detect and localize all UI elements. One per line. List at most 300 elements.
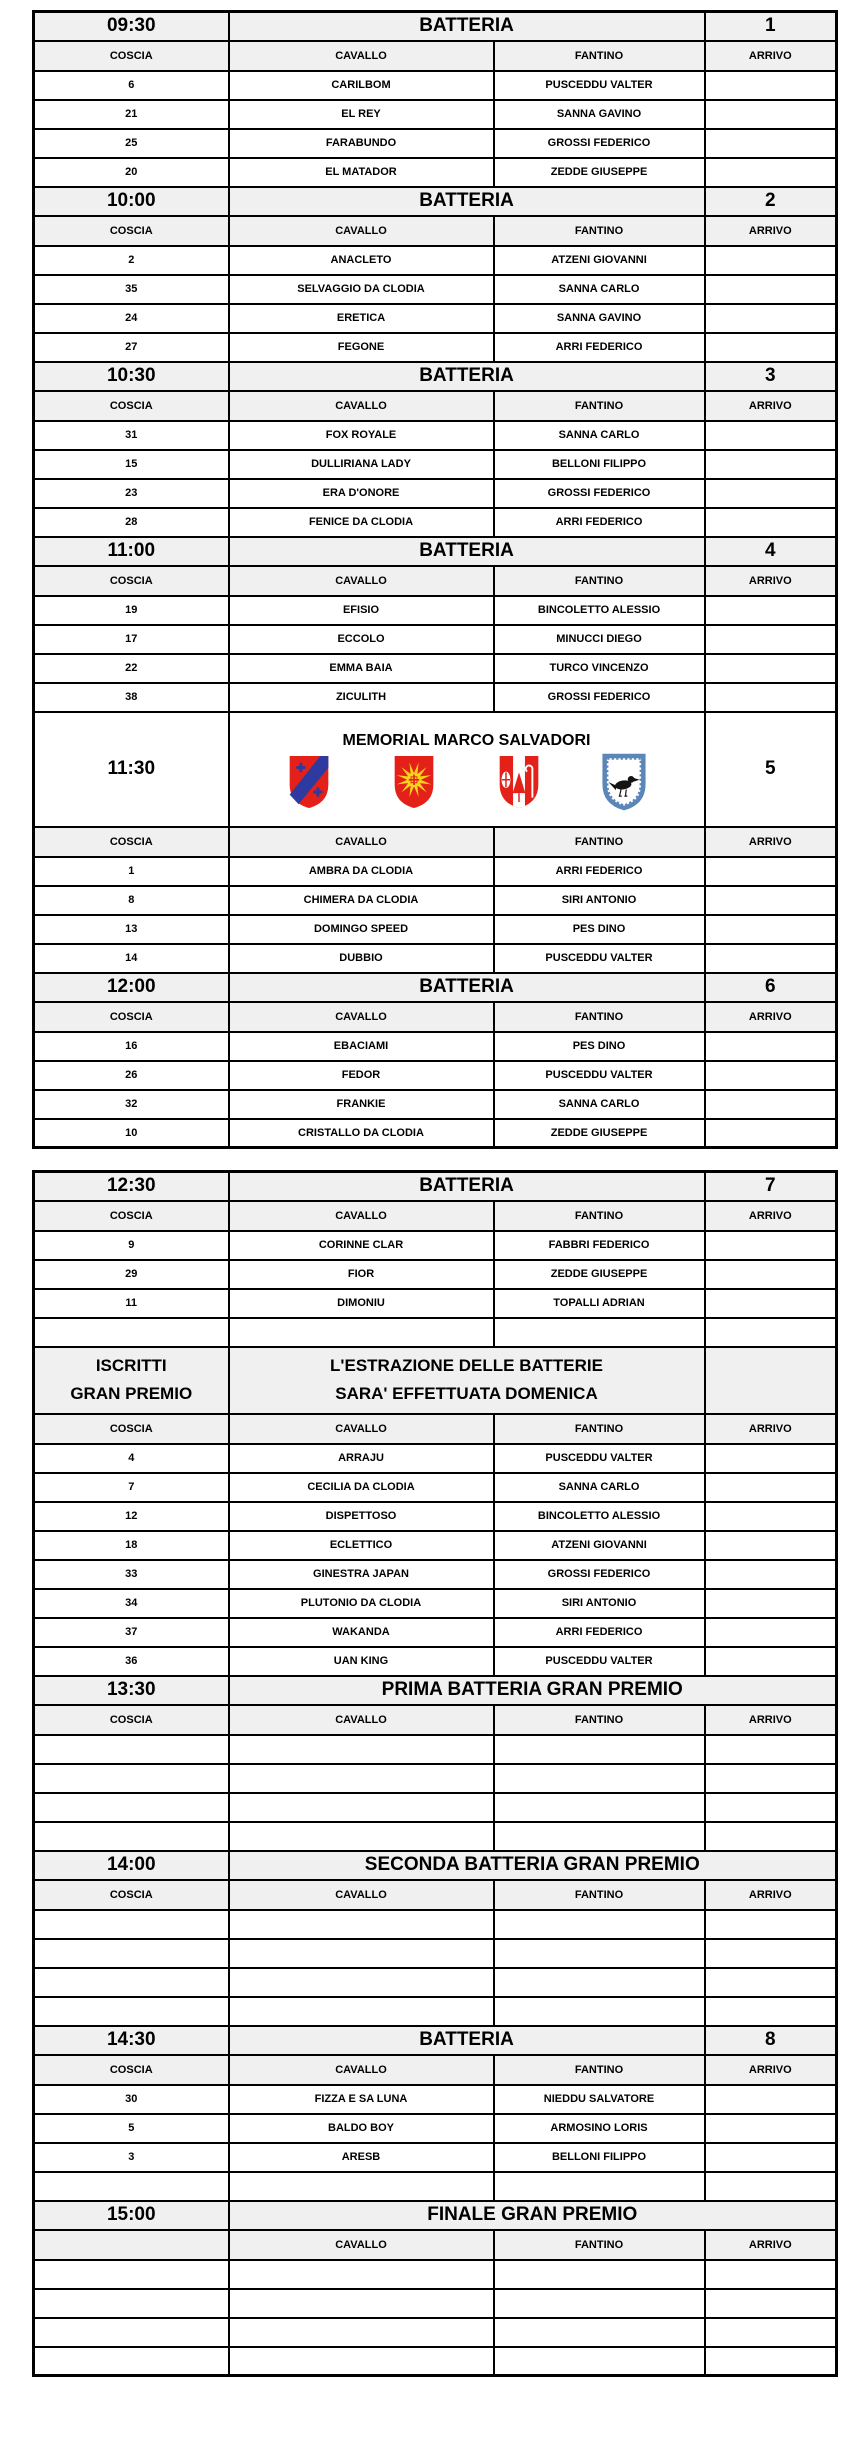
cell-cavallo: ANACLETO bbox=[229, 246, 494, 275]
cell-fantino: BINCOLETTO ALESSIO bbox=[494, 596, 705, 625]
entry-row bbox=[34, 1735, 837, 1764]
cell-fantino bbox=[494, 1910, 705, 1939]
section-time: 15:00 bbox=[34, 2201, 229, 2230]
entry-row bbox=[34, 1473, 837, 1502]
cell-fantino: GROSSI FEDERICO bbox=[494, 683, 705, 712]
entry-row bbox=[34, 1119, 837, 1148]
cell-arrivo bbox=[705, 2172, 837, 2201]
cell-cavallo bbox=[229, 2289, 494, 2318]
cell-arrivo bbox=[705, 1793, 837, 1822]
section-time: 13:30 bbox=[34, 1676, 229, 1705]
announcement-line: SARA' EFFETTUATA DOMENICA bbox=[335, 1384, 598, 1403]
cell-coscia bbox=[34, 2260, 229, 2289]
memorial-title: MEMORIAL MARCO SALVADORI bbox=[342, 732, 591, 749]
race-number: 1 bbox=[705, 12, 837, 41]
schedule-table-2 bbox=[32, 1170, 838, 2377]
cell-cavallo: SELVAGGIO DA CLODIA bbox=[229, 275, 494, 304]
entry-row bbox=[34, 1032, 837, 1061]
cell-arrivo bbox=[705, 333, 837, 362]
header-cell-arrivo: ARRIVO bbox=[705, 827, 837, 857]
cell-cavallo: DISPETTOSO bbox=[229, 1502, 494, 1531]
header-cell-arrivo: ARRIVO bbox=[705, 2230, 837, 2260]
entry-row bbox=[34, 1289, 837, 1318]
cell-arrivo bbox=[705, 625, 837, 654]
cell-coscia bbox=[34, 2172, 229, 2201]
cell-coscia: 5 bbox=[34, 2114, 229, 2143]
cell-coscia: 23 bbox=[34, 479, 229, 508]
cell-fantino: ARRI FEDERICO bbox=[494, 508, 705, 537]
cell-arrivo bbox=[705, 944, 837, 973]
cell-coscia: 30 bbox=[34, 2085, 229, 2114]
cell-fantino: SANNA GAVINO bbox=[494, 100, 705, 129]
cell-cavallo: WAKANDA bbox=[229, 1618, 494, 1647]
cell-arrivo bbox=[705, 886, 837, 915]
section-time: 11:30 bbox=[34, 712, 229, 827]
cell-fantino: NIEDDU SALVATORE bbox=[494, 2085, 705, 2114]
cell-arrivo bbox=[705, 683, 837, 712]
cell-cavallo: CARILBOM bbox=[229, 71, 494, 100]
header-cell-fantino: FANTINO bbox=[494, 2230, 705, 2260]
cell-coscia bbox=[34, 2289, 229, 2318]
cell-coscia bbox=[34, 1793, 229, 1822]
cell-coscia: 12 bbox=[34, 1502, 229, 1531]
cell-fantino: GROSSI FEDERICO bbox=[494, 1560, 705, 1589]
header-cell-arrivo: ARRIVO bbox=[705, 1414, 837, 1444]
cell-arrivo bbox=[705, 1231, 837, 1260]
entry-row bbox=[34, 1090, 837, 1119]
cell-arrivo bbox=[705, 1968, 837, 1997]
cell-arrivo bbox=[705, 275, 837, 304]
race-number: 6 bbox=[705, 973, 837, 1002]
cell-fantino: BELLONI FILIPPO bbox=[494, 2143, 705, 2172]
entry-row bbox=[34, 596, 837, 625]
cell-cavallo: BALDO BOY bbox=[229, 2114, 494, 2143]
entry-row bbox=[34, 1939, 837, 1968]
header-cell-cavallo: CAVALLO bbox=[229, 41, 494, 71]
header-cell-cavallo: CAVALLO bbox=[229, 1002, 494, 1032]
cell-fantino bbox=[494, 1968, 705, 1997]
cell-coscia: 8 bbox=[34, 886, 229, 915]
race-title: SECONDA BATTERIA GRAN PREMIO bbox=[229, 1851, 837, 1880]
cell-fantino: ATZENI GIOVANNI bbox=[494, 1531, 705, 1560]
cell-arrivo bbox=[705, 596, 837, 625]
header-cell-arrivo: ARRIVO bbox=[705, 566, 837, 596]
cell-fantino bbox=[494, 1997, 705, 2026]
header-cell-arrivo: ARRIVO bbox=[705, 1880, 837, 1910]
announcement bbox=[229, 1347, 705, 1414]
cell-coscia: 37 bbox=[34, 1618, 229, 1647]
race-title: BATTERIA bbox=[229, 1172, 705, 1201]
cell-coscia: 35 bbox=[34, 275, 229, 304]
entry-row bbox=[34, 654, 837, 683]
cell-arrivo bbox=[705, 158, 837, 187]
cell-fantino: SANNA CARLO bbox=[494, 421, 705, 450]
schedule-table bbox=[32, 10, 838, 1149]
header-cell-cavallo: CAVALLO bbox=[229, 2230, 494, 2260]
header-cell-arrivo: ARRIVO bbox=[705, 41, 837, 71]
cell-coscia: 34 bbox=[34, 1589, 229, 1618]
cell-fantino: SIRI ANTONIO bbox=[494, 1589, 705, 1618]
cell-fantino: ZEDDE GIUSEPPE bbox=[494, 1119, 705, 1148]
cell-cavallo bbox=[229, 1793, 494, 1822]
cell-fantino: ZEDDE GIUSEPPE bbox=[494, 1260, 705, 1289]
cell-cavallo: CORINNE CLAR bbox=[229, 1231, 494, 1260]
cell-cavallo: EMMA BAIA bbox=[229, 654, 494, 683]
header-cell-arrivo: ARRIVO bbox=[705, 1002, 837, 1032]
cell-fantino: PUSCEDDU VALTER bbox=[494, 944, 705, 973]
entry-row bbox=[34, 1822, 837, 1851]
cell-arrivo bbox=[705, 450, 837, 479]
iscritti-line: ISCRITTI bbox=[95, 1356, 167, 1375]
cell-arrivo bbox=[705, 1618, 837, 1647]
cell-fantino bbox=[494, 1764, 705, 1793]
race-number: 4 bbox=[705, 537, 837, 566]
race-number: 5 bbox=[705, 712, 837, 827]
header-cell-coscia: COSCIA bbox=[34, 1880, 229, 1910]
cell-cavallo: EBACIAMI bbox=[229, 1032, 494, 1061]
cell-cavallo bbox=[229, 2172, 494, 2201]
header-cell-arrivo: ARRIVO bbox=[705, 1201, 837, 1231]
cell-arrivo bbox=[705, 915, 837, 944]
cell-fantino: TOPALLI ADRIAN bbox=[494, 1289, 705, 1318]
cell-fantino: SANNA CARLO bbox=[494, 275, 705, 304]
cell-fantino: BELLONI FILIPPO bbox=[494, 450, 705, 479]
cell-arrivo bbox=[705, 1822, 837, 1851]
iscritti-empty-cell bbox=[705, 1347, 837, 1414]
cell-arrivo bbox=[705, 1531, 837, 1560]
cell-fantino: ARRI FEDERICO bbox=[494, 857, 705, 886]
cell-coscia: 36 bbox=[34, 1647, 229, 1676]
cell-fantino: PUSCEDDU VALTER bbox=[494, 71, 705, 100]
entry-row bbox=[34, 450, 837, 479]
cell-fantino: PES DINO bbox=[494, 915, 705, 944]
cell-cavallo bbox=[229, 1318, 494, 1347]
cell-cavallo: ECLETTICO bbox=[229, 1531, 494, 1560]
cell-fantino: ARRI FEDERICO bbox=[494, 1618, 705, 1647]
cell-arrivo bbox=[705, 421, 837, 450]
cell-arrivo bbox=[705, 304, 837, 333]
header-cell-fantino: FANTINO bbox=[494, 2055, 705, 2085]
header-cell-coscia: COSCIA bbox=[34, 1002, 229, 1032]
cell-fantino: SANNA CARLO bbox=[494, 1090, 705, 1119]
cell-cavallo: GINESTRA JAPAN bbox=[229, 1560, 494, 1589]
header-cell-fantino: FANTINO bbox=[494, 1705, 705, 1735]
header-cell-coscia: COSCIA bbox=[34, 566, 229, 596]
section-time: 12:30 bbox=[34, 1172, 229, 1201]
section-time: 14:00 bbox=[34, 1851, 229, 1880]
cell-arrivo bbox=[705, 2085, 837, 2114]
header-cell-cavallo: CAVALLO bbox=[229, 216, 494, 246]
cell-cavallo bbox=[229, 1735, 494, 1764]
cell-fantino bbox=[494, 1939, 705, 1968]
cell-cavallo: EL REY bbox=[229, 100, 494, 129]
cell-arrivo bbox=[705, 1289, 837, 1318]
cell-coscia: 19 bbox=[34, 596, 229, 625]
cell-fantino: SANNA GAVINO bbox=[494, 304, 705, 333]
header-cell-fantino: FANTINO bbox=[494, 391, 705, 421]
entry-row bbox=[34, 71, 837, 100]
entry-row bbox=[34, 857, 837, 886]
cell-coscia: 6 bbox=[34, 71, 229, 100]
cell-coscia: 32 bbox=[34, 1090, 229, 1119]
header-cell-arrivo: ARRIVO bbox=[705, 1705, 837, 1735]
entry-row bbox=[34, 479, 837, 508]
header-cell-coscia: COSCIA bbox=[34, 41, 229, 71]
cell-fantino: TURCO VINCENZO bbox=[494, 654, 705, 683]
cell-coscia: 3 bbox=[34, 2143, 229, 2172]
cell-cavallo: DULLIRIANA LADY bbox=[229, 450, 494, 479]
cell-cavallo: DIMONIU bbox=[229, 1289, 494, 1318]
cell-fantino: PUSCEDDU VALTER bbox=[494, 1444, 705, 1473]
entry-row bbox=[34, 1560, 837, 1589]
cell-coscia: 14 bbox=[34, 944, 229, 973]
cell-arrivo bbox=[705, 1318, 837, 1347]
cell-coscia: 31 bbox=[34, 421, 229, 450]
entry-row bbox=[34, 1444, 837, 1473]
cell-cavallo bbox=[229, 1939, 494, 1968]
cell-coscia: 26 bbox=[34, 1061, 229, 1090]
entry-row bbox=[34, 2318, 837, 2347]
cell-fantino: FABBRI FEDERICO bbox=[494, 1231, 705, 1260]
section-time: 10:30 bbox=[34, 362, 229, 391]
cell-cavallo: ECCOLO bbox=[229, 625, 494, 654]
race-title: PRIMA BATTERIA GRAN PREMIO bbox=[229, 1676, 837, 1705]
cell-arrivo bbox=[705, 1032, 837, 1061]
cell-cavallo: PLUTONIO DA CLODIA bbox=[229, 1589, 494, 1618]
cell-coscia bbox=[34, 2347, 229, 2376]
cell-arrivo bbox=[705, 2347, 837, 2376]
cell-arrivo bbox=[705, 1589, 837, 1618]
cell-cavallo: CHIMERA DA CLODIA bbox=[229, 886, 494, 915]
cell-coscia: 16 bbox=[34, 1032, 229, 1061]
race-title: FINALE GRAN PREMIO bbox=[229, 2201, 837, 2230]
cell-arrivo bbox=[705, 1910, 837, 1939]
entry-row bbox=[34, 1502, 837, 1531]
cell-coscia bbox=[34, 2318, 229, 2347]
entry-row bbox=[34, 1318, 837, 1347]
entry-row bbox=[34, 1910, 837, 1939]
header-cell-fantino: FANTINO bbox=[494, 1880, 705, 1910]
entry-row bbox=[34, 1997, 837, 2026]
section-time: 12:00 bbox=[34, 973, 229, 1002]
entry-row bbox=[34, 129, 837, 158]
schedule-table bbox=[32, 1170, 838, 2377]
cell-fantino bbox=[494, 2172, 705, 2201]
cell-arrivo bbox=[705, 1444, 837, 1473]
race-title: BATTERIA bbox=[229, 973, 705, 1002]
header-cell-cavallo: CAVALLO bbox=[229, 827, 494, 857]
cell-coscia: 21 bbox=[34, 100, 229, 129]
cell-cavallo: ERA D'ONORE bbox=[229, 479, 494, 508]
header-cell-fantino: FANTINO bbox=[494, 566, 705, 596]
cell-cavallo bbox=[229, 1968, 494, 1997]
cell-cavallo: FARABUNDO bbox=[229, 129, 494, 158]
cell-arrivo bbox=[705, 246, 837, 275]
header-cell-cavallo: CAVALLO bbox=[229, 1201, 494, 1231]
cell-arrivo bbox=[705, 1939, 837, 1968]
cell-fantino: ARRI FEDERICO bbox=[494, 333, 705, 362]
header-cell-coscia: COSCIA bbox=[34, 391, 229, 421]
header-cell-fantino: FANTINO bbox=[494, 1201, 705, 1231]
header-cell-arrivo: ARRIVO bbox=[705, 391, 837, 421]
cell-coscia: 18 bbox=[34, 1531, 229, 1560]
entry-row bbox=[34, 246, 837, 275]
cell-coscia bbox=[34, 1997, 229, 2026]
cell-cavallo: EL MATADOR bbox=[229, 158, 494, 187]
crest-red-blue-bend-icon bbox=[283, 753, 335, 811]
race-number: 8 bbox=[705, 2026, 837, 2055]
cell-cavallo: FOX ROYALE bbox=[229, 421, 494, 450]
cell-cavallo: DOMINGO SPEED bbox=[229, 915, 494, 944]
cell-coscia: 15 bbox=[34, 450, 229, 479]
cell-coscia: 38 bbox=[34, 683, 229, 712]
iscritti-label bbox=[34, 1347, 229, 1414]
cell-coscia: 17 bbox=[34, 625, 229, 654]
cell-cavallo: FEDOR bbox=[229, 1061, 494, 1090]
cell-coscia: 13 bbox=[34, 915, 229, 944]
cell-fantino: GROSSI FEDERICO bbox=[494, 479, 705, 508]
cell-cavallo: FRANKIE bbox=[229, 1090, 494, 1119]
cell-arrivo bbox=[705, 71, 837, 100]
entry-row bbox=[34, 1793, 837, 1822]
cell-coscia bbox=[34, 1764, 229, 1793]
section-time: 11:00 bbox=[34, 537, 229, 566]
cell-fantino: SIRI ANTONIO bbox=[494, 886, 705, 915]
header-cell-coscia: COSCIA bbox=[34, 2055, 229, 2085]
cell-fantino: BINCOLETTO ALESSIO bbox=[494, 1502, 705, 1531]
entry-row bbox=[34, 625, 837, 654]
cell-cavallo: CECILIA DA CLODIA bbox=[229, 1473, 494, 1502]
header-cell-fantino: FANTINO bbox=[494, 41, 705, 71]
cell-coscia bbox=[34, 1968, 229, 1997]
cell-fantino bbox=[494, 1735, 705, 1764]
cell-coscia: 11 bbox=[34, 1289, 229, 1318]
entry-row bbox=[34, 2289, 837, 2318]
cell-cavallo: FEGONE bbox=[229, 333, 494, 362]
cell-arrivo bbox=[705, 1119, 837, 1148]
entry-row bbox=[34, 1764, 837, 1793]
cell-cavallo: UAN KING bbox=[229, 1647, 494, 1676]
cell-arrivo bbox=[705, 2114, 837, 2143]
cell-cavallo bbox=[229, 1910, 494, 1939]
cell-coscia: 10 bbox=[34, 1119, 229, 1148]
header-cell-cavallo: CAVALLO bbox=[229, 1414, 494, 1444]
cell-cavallo bbox=[229, 1822, 494, 1851]
cell-arrivo bbox=[705, 129, 837, 158]
cell-coscia: 2 bbox=[34, 246, 229, 275]
cell-coscia: 4 bbox=[34, 1444, 229, 1473]
schedule-table-1 bbox=[32, 10, 838, 1149]
header-cell-cavallo: CAVALLO bbox=[229, 2055, 494, 2085]
cell-coscia bbox=[34, 1822, 229, 1851]
header-cell-arrivo: ARRIVO bbox=[705, 216, 837, 246]
entry-row bbox=[34, 2347, 837, 2376]
entry-row bbox=[34, 1618, 837, 1647]
header-cell-coscia: COSCIA bbox=[34, 1201, 229, 1231]
section-time: 09:30 bbox=[34, 12, 229, 41]
cell-fantino bbox=[494, 2347, 705, 2376]
race-title: BATTERIA bbox=[229, 12, 705, 41]
entry-row bbox=[34, 2085, 837, 2114]
cell-arrivo bbox=[705, 1061, 837, 1090]
entry-row bbox=[34, 2114, 837, 2143]
entry-row bbox=[34, 1531, 837, 1560]
cell-fantino: PUSCEDDU VALTER bbox=[494, 1647, 705, 1676]
cell-coscia: 28 bbox=[34, 508, 229, 537]
cell-fantino bbox=[494, 1822, 705, 1851]
cell-cavallo: FIZZA E SA LUNA bbox=[229, 2085, 494, 2114]
cell-cavallo bbox=[229, 1997, 494, 2026]
cell-coscia: 1 bbox=[34, 857, 229, 886]
section-time: 10:00 bbox=[34, 187, 229, 216]
entry-row bbox=[34, 1260, 837, 1289]
cell-fantino bbox=[494, 1793, 705, 1822]
header-cell-cavallo: CAVALLO bbox=[229, 1705, 494, 1735]
cell-cavallo: CRISTALLO DA CLODIA bbox=[229, 1119, 494, 1148]
cell-fantino: SANNA CARLO bbox=[494, 1473, 705, 1502]
tables-wrapper bbox=[32, 10, 838, 2398]
cell-cavallo: FENICE DA CLODIA bbox=[229, 508, 494, 537]
header-cell-arrivo: ARRIVO bbox=[705, 2055, 837, 2085]
race-title: BATTERIA bbox=[229, 187, 705, 216]
cell-arrivo bbox=[705, 1260, 837, 1289]
header-cell-fantino: FANTINO bbox=[494, 827, 705, 857]
cell-arrivo bbox=[705, 1090, 837, 1119]
header-cell-coscia: COSCIA bbox=[34, 827, 229, 857]
cell-cavallo: DUBBIO bbox=[229, 944, 494, 973]
cell-cavallo bbox=[229, 2347, 494, 2376]
cell-arrivo bbox=[705, 2260, 837, 2289]
entry-row bbox=[34, 886, 837, 915]
header-cell-fantino: FANTINO bbox=[494, 1414, 705, 1444]
cell-fantino bbox=[494, 2260, 705, 2289]
cell-cavallo: ARRAJU bbox=[229, 1444, 494, 1473]
cell-fantino: GROSSI FEDERICO bbox=[494, 129, 705, 158]
cell-coscia bbox=[34, 1939, 229, 1968]
cell-fantino: ARMOSINO LORIS bbox=[494, 2114, 705, 2143]
cell-cavallo: EFISIO bbox=[229, 596, 494, 625]
entry-row bbox=[34, 683, 837, 712]
cell-coscia: 7 bbox=[34, 1473, 229, 1502]
cell-coscia: 27 bbox=[34, 333, 229, 362]
race-number: 2 bbox=[705, 187, 837, 216]
cell-coscia bbox=[34, 1318, 229, 1347]
iscritti-line: GRAN PREMIO bbox=[70, 1384, 193, 1403]
entry-row bbox=[34, 1061, 837, 1090]
cell-cavallo: ERETICA bbox=[229, 304, 494, 333]
cell-cavallo: ARESB bbox=[229, 2143, 494, 2172]
cell-coscia: 24 bbox=[34, 304, 229, 333]
entry-row bbox=[34, 1968, 837, 1997]
cell-fantino: PES DINO bbox=[494, 1032, 705, 1061]
entry-row bbox=[34, 508, 837, 537]
cell-arrivo bbox=[705, 100, 837, 129]
entry-row bbox=[34, 2260, 837, 2289]
cell-arrivo bbox=[705, 1997, 837, 2026]
header-cell-cavallo: CAVALLO bbox=[229, 1880, 494, 1910]
crest-red-gold-sun-icon bbox=[388, 753, 440, 811]
cell-coscia: 29 bbox=[34, 1260, 229, 1289]
cell-fantino: MINUCCI DIEGO bbox=[494, 625, 705, 654]
race-title: BATTERIA bbox=[229, 362, 705, 391]
entry-row bbox=[34, 158, 837, 187]
announcement-line: L'ESTRAZIONE DELLE BATTERIE bbox=[330, 1356, 603, 1375]
cell-cavallo bbox=[229, 1764, 494, 1793]
entry-row bbox=[34, 1647, 837, 1676]
header-cell-coscia: COSCIA bbox=[34, 1414, 229, 1444]
cell-arrivo bbox=[705, 1473, 837, 1502]
cell-arrivo bbox=[705, 2143, 837, 2172]
